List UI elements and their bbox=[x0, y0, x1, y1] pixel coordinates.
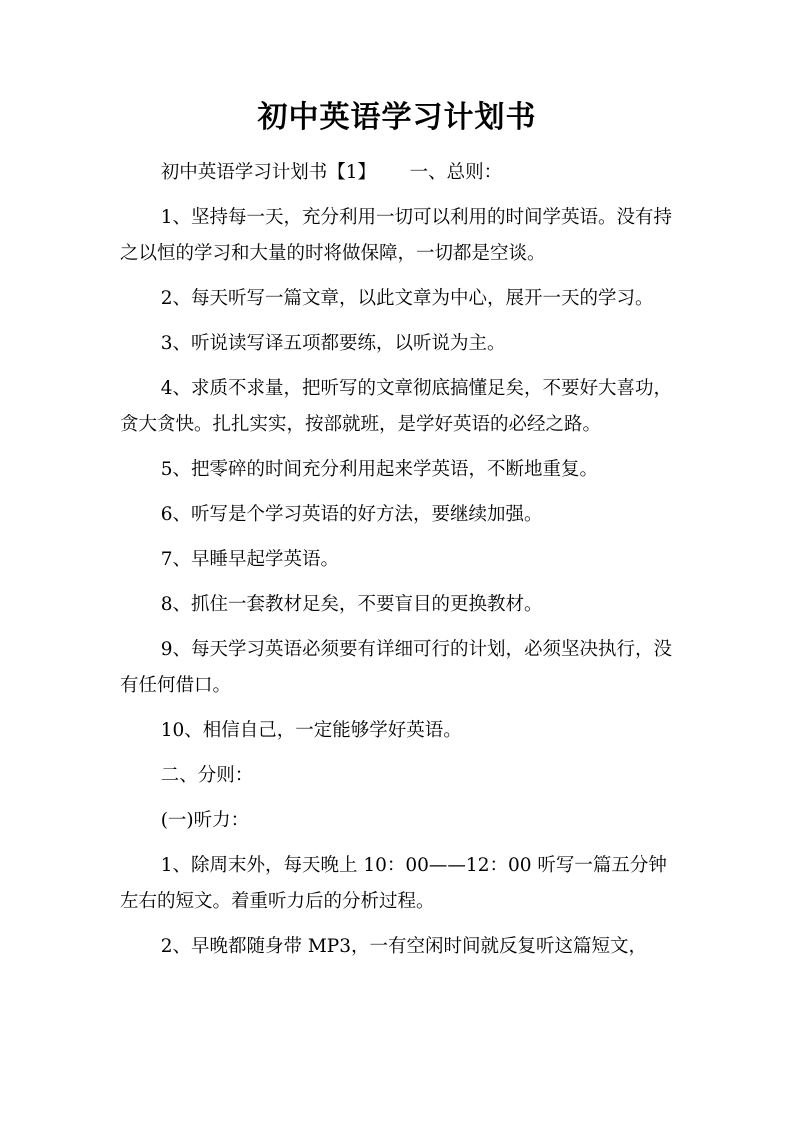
document-title: 初中英语学习计划书 bbox=[257, 100, 537, 135]
section-two-heading: 二、分则： bbox=[160, 765, 254, 786]
paragraph-8: 8、抓住一套教材足矣，不要盲目的更换教材。 bbox=[160, 594, 543, 615]
paragraph-10: 10、相信自己，一定能够学好英语。 bbox=[160, 720, 462, 741]
paragraph-9: 9、每天学习英语必须要有详细可行的计划，必须坚决执行，没有任何借口。 bbox=[120, 639, 672, 696]
document-body bbox=[120, 155, 680, 974]
paragraph-5: 5、把零碎的时间充分利用起来学英语，不断地重复。 bbox=[160, 459, 598, 480]
paragraph-1: 1、坚持每一天，充分利用一切可以利用的时间学英语。没有持之以恒的学习和大量的时将做保障，一切都是空谈。 bbox=[120, 207, 672, 264]
paragraph-7: 7、早睡早起学英语。 bbox=[160, 549, 339, 570]
paragraph-2: 2、每天听写一篇文章，以此文章为中心，展开一天的学习。 bbox=[160, 288, 654, 309]
listening-paragraph-1: 1、除周末外，每天晚上 10：00——12：00 听写一篇五分钟左右的短文。着重听力后的分析过程。 bbox=[120, 855, 667, 912]
paragraph-3: 3、听说读写译五项都要练，以听说为主。 bbox=[160, 333, 506, 354]
intro-line: 初中英语学习计划书【1】 一、总则： bbox=[160, 162, 503, 183]
listening-subheading: (一)听力： bbox=[160, 810, 250, 831]
listening-paragraph-2: 2、早晚都随身带 MP3，一有空闲时间就反复听这篇短文， bbox=[160, 936, 648, 957]
paragraph-6: 6、听写是个学习英语的好方法，要继续加强。 bbox=[160, 504, 543, 525]
paragraph-4: 4、求质不求量，把听写的文章彻底搞懂足矣，不要好大喜功，贪大贪快。扎扎实实，按部就班，是学好英语的必经之路。 bbox=[120, 378, 672, 435]
